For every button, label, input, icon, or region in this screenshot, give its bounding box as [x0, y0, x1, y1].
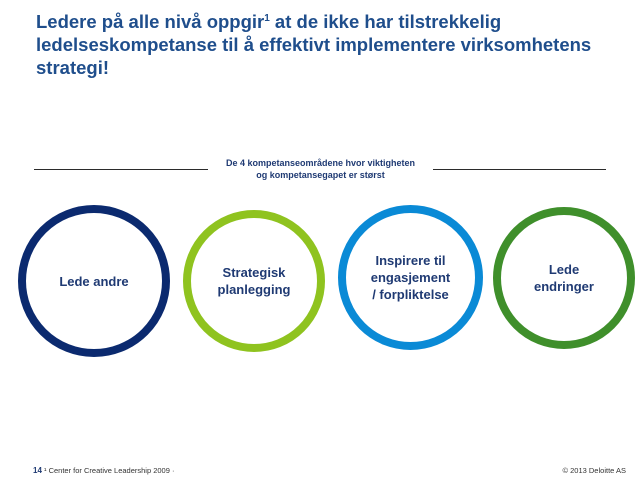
- footer-source: [33, 466, 175, 475]
- circle-strategisk-planlegging: [183, 210, 325, 352]
- circle-label-line: Strategisk: [222, 265, 286, 280]
- circle-label-line: endringer: [534, 279, 594, 294]
- title-footnote-marker: 1: [264, 12, 270, 24]
- circle-label: [212, 264, 297, 298]
- title-main: Ledere på alle nivå oppgir: [36, 11, 265, 32]
- circle-label-line: Lede: [548, 262, 580, 277]
- circle-label-line: Inspirere til: [375, 253, 446, 268]
- title-rest: at de ikke har tilstrekkelig ledelseskompetanse til å effektivt implementere virksomhetens strategi!: [36, 11, 592, 78]
- circle-label-line: planlegging: [217, 282, 291, 297]
- circle-label: [53, 273, 134, 290]
- circle-label: [365, 252, 456, 303]
- section-subtitle: [208, 157, 433, 181]
- subtitle-line-1: De 4 kompetanseområdene hvor viktigheten: [225, 158, 416, 168]
- divider-right: [433, 169, 606, 170]
- circle-label: [528, 261, 600, 295]
- subtitle-line-2: og kompetansegapet er størst: [256, 170, 385, 180]
- circle-lede-endringer: [493, 207, 635, 349]
- footer-copyright: © 2013 Deloitte AS: [562, 466, 626, 475]
- divider-left: [34, 169, 208, 170]
- circle-label-line: engasjement: [370, 270, 451, 285]
- page-number: 14: [33, 466, 42, 475]
- circle-label-line: Lede andre: [59, 273, 129, 289]
- circle-lede-andre: [18, 205, 170, 357]
- circle-inspirere-engasjement: [338, 205, 483, 350]
- source-note: ¹ Center for Creative Leadership 2009 ·: [44, 466, 175, 475]
- slide-title: [36, 10, 616, 79]
- circle-label-line: / forpliktelse: [372, 287, 449, 302]
